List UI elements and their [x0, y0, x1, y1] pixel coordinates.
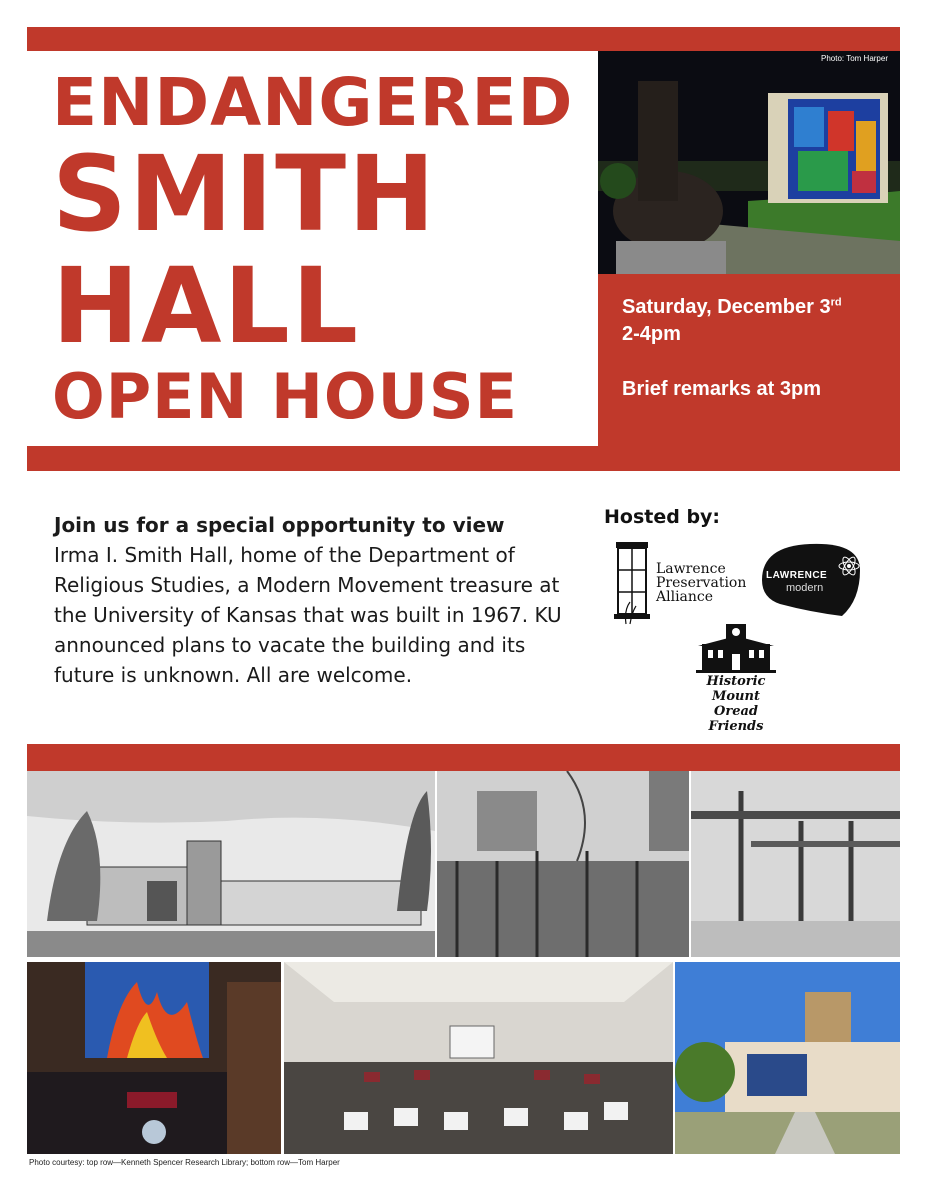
window-icon	[612, 540, 652, 626]
photo-construction-2	[691, 771, 900, 957]
title-line-endangered: ENDANGERED	[52, 64, 574, 141]
header-top-bar	[27, 27, 900, 51]
event-time: 2-4pm	[622, 323, 681, 345]
lpa-name-line1: Lawrence	[656, 561, 726, 577]
hosted-by-label: Hosted by:	[604, 506, 721, 528]
photo-construction-1	[437, 771, 689, 957]
photo-building-exterior	[675, 962, 900, 1154]
lawrence-modern-logo	[760, 540, 862, 620]
photo-stained-glass-interior	[27, 962, 281, 1154]
lecture-hall-image	[284, 962, 673, 1154]
title-line-smith: SMITH	[52, 133, 438, 255]
hmof-name-line2: Mount Oread	[712, 689, 760, 719]
event-remarks: Brief remarks at 3pm	[622, 378, 821, 400]
header-bottom-bar	[27, 446, 900, 471]
sketch-image	[27, 771, 435, 957]
building-icon	[688, 622, 784, 674]
intro-body: Irma I. Smith Hall, home of the Department of Religious Studies, a Modern Movement treasure at the University of Kansas that was built in 1967. KU announced plans to vacate the building and its future is unknown. All are welcome.	[54, 543, 562, 687]
hero-photo-night-sculpture	[598, 51, 900, 274]
stained-glass-image	[27, 962, 281, 1154]
intro-paragraph	[54, 510, 564, 690]
event-date	[622, 296, 842, 319]
photo-lecture-hall	[284, 962, 673, 1154]
hmof-name-line3: Friends	[708, 719, 764, 734]
title-line-hall: HALL	[52, 245, 361, 367]
event-date-text: Saturday, December 3	[622, 296, 831, 318]
page-title	[52, 64, 592, 433]
photo-section-bar	[27, 744, 900, 771]
hero-photo-credit: Photo: Tom Harper	[821, 54, 888, 63]
construction-image-2	[691, 771, 900, 957]
building-exterior-image	[675, 962, 900, 1154]
lpa-name	[656, 562, 746, 604]
photo-caption: Photo courtesy: top row—Kenneth Spencer Research Library; bottom row—Tom Harper	[29, 1158, 340, 1167]
lpa-name-line3: Alliance	[656, 589, 714, 605]
event-date-suffix: rd	[830, 296, 842, 309]
lawrence-preservation-alliance-logo	[612, 540, 747, 626]
photo-architectural-sketch	[27, 771, 435, 957]
hero-photo-image	[598, 51, 900, 274]
lm-name-line1: LAWRENCE	[766, 570, 828, 581]
hmof-name	[688, 674, 784, 734]
event-info-panel	[598, 274, 900, 446]
lpa-name-line2: Preservation	[656, 575, 747, 591]
hmof-name-line1: Historic	[706, 674, 766, 689]
title-line-open-house: OPEN HOUSE	[52, 360, 518, 433]
construction-image-1	[437, 771, 689, 957]
historic-mount-oread-friends-logo	[688, 622, 784, 734]
intro-lead: Join us for a special opportunity to view	[54, 513, 505, 537]
lm-name-line2: modern	[786, 582, 824, 594]
